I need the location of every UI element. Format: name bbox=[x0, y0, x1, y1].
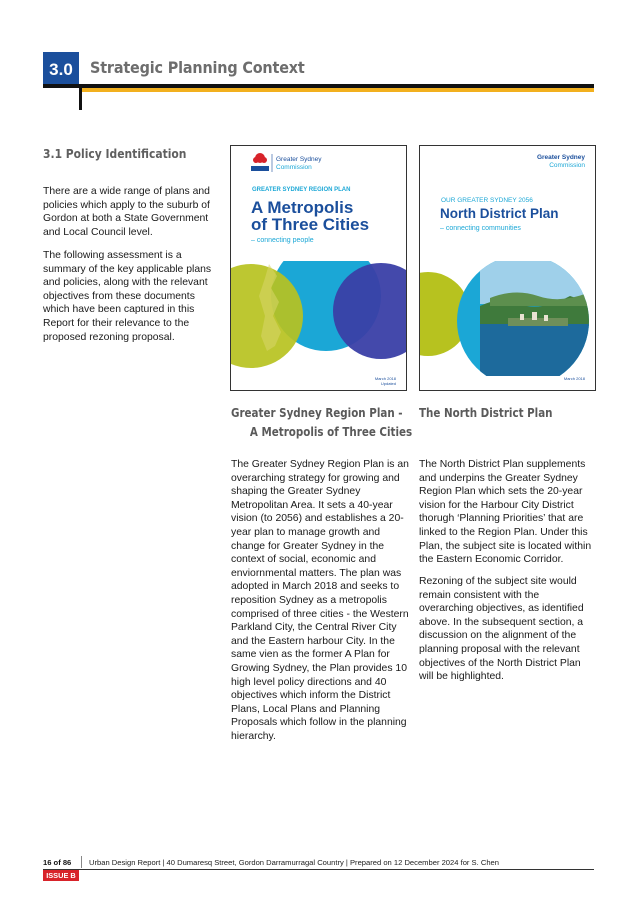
region-subtitle: – connecting people bbox=[251, 237, 314, 244]
nsw-waratah-logo bbox=[251, 153, 269, 171]
district-kicker: OUR GREATER SYDNEY 2056 bbox=[441, 197, 533, 204]
page-number: 16 of 86 bbox=[43, 858, 72, 867]
region-org-line1: Greater Sydney bbox=[276, 156, 322, 163]
footer-separator bbox=[81, 856, 82, 868]
region-title-line2: of Three Cities bbox=[251, 215, 370, 234]
district-date: March 2018 bbox=[563, 376, 585, 381]
region-plan-cover bbox=[230, 145, 407, 391]
district-plan-cover bbox=[419, 145, 596, 391]
region-kicker: GREATER SYDNEY REGION PLAN bbox=[252, 187, 351, 193]
section-title: Strategic Planning Context bbox=[90, 58, 305, 77]
region-date-line2: Updated bbox=[380, 381, 396, 386]
region-org-line2: Commission bbox=[276, 164, 312, 171]
footer-rule bbox=[43, 869, 594, 870]
section-number-badge: 3.0 bbox=[43, 52, 79, 88]
district-org-line1: Greater Sydney bbox=[536, 154, 585, 161]
region-title-line1: A Metropolis bbox=[251, 198, 354, 217]
header-vertical-rule bbox=[79, 88, 82, 110]
harbour-photo bbox=[480, 254, 596, 391]
issue-badge: ISSUE B bbox=[43, 870, 79, 881]
region-plan-body: The Greater Sydney Region Plan is an overarching strategy for growing and shaping the Greater Sydney Metropolitan Area. It sets a 40-year vision (to 2056) and establishes a 20-year plan to manage growth and change for Greater Sydney in the context of social, economic and enviornmental matters. The plan was adopted in March 2018 and seeks to reposition Sydney as a metropolis comprised of three cities - the Western Parkland City, the Central River City and the Eastern harbour City. In the same vien as the former A Plan for Growing Sydney, the Plan provides 10 high level policy directions and 40 objectives which inform the District Plans, Local Plans and Planning Proposals which follow in the planning hierarchy. bbox=[231, 459, 409, 742]
region-date-line1: March 2018 bbox=[374, 376, 396, 381]
district-plan-body-2: Rezoning of the subject site would remain consistent with the overarching objectives, as identified above. In the subsequent section, a discussion on the alignment of the planning proposal with the relevant objectives of the North District Plan will be highlighted. bbox=[419, 576, 584, 683]
footer-text: Urban Design Report | 40 Dumaresq Street, Gordon Darramurragal Country | Prepared on 12 December 2024 for S. Chen bbox=[89, 858, 499, 867]
district-plan-caption: The North District Plan bbox=[419, 406, 553, 420]
header-accent-rule bbox=[79, 88, 594, 92]
intro-paragraph-1: There are a wide range of plans and policies which apply to the suburb of Gordon at both a State Government and Local Council level. bbox=[43, 186, 210, 238]
district-title: North District Plan bbox=[440, 206, 559, 221]
region-plan-caption: Greater Sydney Region Plan - A Metropolis of Three Cities bbox=[231, 406, 413, 439]
district-org-line2: Commission bbox=[549, 162, 585, 169]
intro-paragraph-2: The following assessment is a summary of the key applicable plans and policies, along with the relevant objectives from these documents which have been captured in this Report for their relevance to the proposed rezoning proposal. bbox=[43, 250, 212, 343]
district-subtitle: – connecting communities bbox=[440, 225, 521, 232]
subsection-heading: 3.1 Policy Identification bbox=[43, 146, 187, 161]
district-plan-body-1: The North District Plan supplements and underpins the Greater Sydney Region Plan which sets the 20-year vision for the Harbour City District thorugh ‘Planning Priorities’ that are linked to the Region Plan. Under this Plan, the subject site is located within the Eastern Economic Corridor. bbox=[419, 459, 592, 566]
